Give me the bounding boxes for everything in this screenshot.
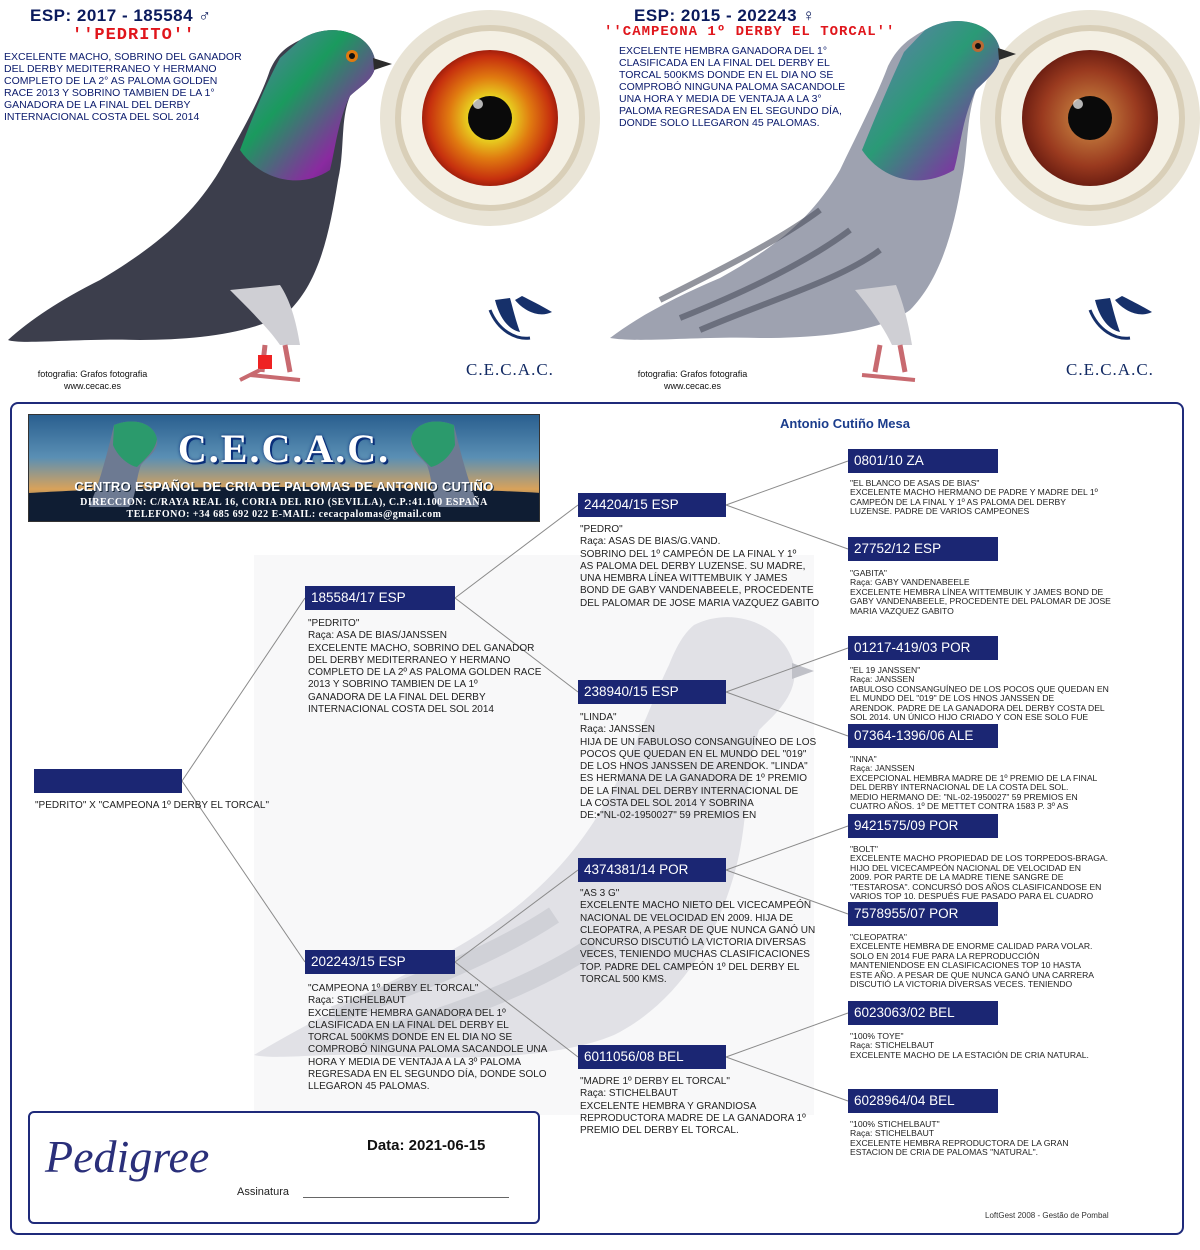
sd-ring-box: 238940/15 ESP <box>578 680 726 704</box>
gg3-ring-box: 01217-419/03 POR <box>848 636 998 660</box>
sire-photo-name: ''PEDRITO'' <box>72 26 196 45</box>
gg7-ring-box: 6023063/02 BEL <box>848 1001 998 1025</box>
gg6-ring-box: 7578955/07 POR <box>848 902 998 926</box>
sire-ring-box: 185584/17 ESP <box>305 586 455 610</box>
software-credit: LoftGest 2008 - Gestão de Pombal <box>985 1211 1109 1220</box>
ss-info: "PEDRO" Raça: ASAS DE BIAS/G.VAND. SOBRINO DEL 1º CAMPEÓN DE LA FINAL Y 1º AS PALOMA DEL DERBY LUZENSE. SU MADRE, UNA HEMBRA LÍNEA WITTEMBUIK Y JAMES BOND DE GABY VANDENABEELE, PROCEDENTE DEL PALOMAR DE JOSE MARIA VAZQUEZ GABITO <box>580 524 820 609</box>
gg8-info: "100% STICHELBAUT" Raça: STICHELBAUT EXCELENTE HEMBRA REPRODUCTORA DE LA GRAN ESTACION DE CRIA DE PALOMAS "NATURAL". <box>850 1119 1069 1158</box>
dam-photo-desc: EXCELENTE HEMBRA GANADORA DEL 1° CLASIFICADA EN LA FINAL DEL DERBY EL TORCAL 500KMS DONDE EN EL DIA NO SE COMPROBÓ NINGUNA PALOMA SACANDOLE UNA HORA Y MEDIA DE VENTAJA A LA 3° PALOMA REGRESADA EN EL SEGUNDO DÍA, DONDE SOLO LLEGARON 45 PALOMAS. <box>619 45 846 129</box>
banner-address: DIRECCION: C/RAYA REAL 16, CORIA DEL RIO (SEVILLA), C.P.:41.100 ESPAÑA <box>80 497 488 508</box>
dam-info: "CAMPEONA 1º DERBY EL TORCAL" Raça: STICHELBAUT EXCELENTE HEMBRA GANADORA DEL 1º CLASIFICADA EN LA FINAL DEL DERBY EL TORCAL 500KMS DONDE EN EL DIA NO SE COMPROBÓ NINGUNA PALOMA SACANDOLE UNA HORA Y MEDIA DE VENTAJA A LA 3º PALOMA REGRESADA EN EL SEGUNDO DÍA, DONDE SOLO LLEGARON 45 PALOMAS. <box>308 983 548 1093</box>
dam-photo-name: ''CAMPEONA 1º DERBY EL TORCAL'' <box>604 24 896 40</box>
sd-info: "LINDA" Raça: JANSSEN HIJA DE UN FABULOSO CONSANGUÍNEO DE LOS POCOS QUE QUEDAN EN EL MUNDO DEL "019" DE LOS HNOS JANSSEN DE ARENDOK. "LINDA" ES HERMANA DE LA GANADORA DE 1º PREMIO DE LA FINAL DEL DERBY INTERNACIONAL DE LA COSTA DEL SOL 2014 Y SOBRINA DE:•"NL-02-1950027" 59 PREMIOS EN <box>580 712 817 822</box>
gg4-info: "INNA" Raça: JANSSEN EXCEPCIONAL HEMBRA MADRE DE 1º PREMIO DE LA FINAL DEL DERBY INTERNACIONAL DE LA COSTA DEL SOL. MEDIO HERMANO DE: "NL-02-1950027" 59 PREMIOS EN CUATRO AÑOS. 1º DE METTET CONTRA 1583 P. 3º AS <box>850 754 1098 812</box>
subject-ring-box <box>34 769 182 793</box>
sire-photo-ring: ESP: 2017 - 185584 ♂ <box>30 6 212 25</box>
gg2-info: "GABITA" Raça: GABY VANDENABEELE EXCELENTE HEMBRA LÍNEA WITTEMBUIK Y JAMES BOND DE GABY VANDENABEELE, PROCEDENTE DEL PALOMAR DE JOSE MARIA VAZQUEZ GABITO <box>850 568 1111 616</box>
dd-info: "MADRE 1º DERBY EL TORCAL" Raça: STICHELBAUT EXCELENTE HEMBRA Y GRANDIOSA REPRODUCTORA MADRE DE LA GANADORA 1º PREMIO DEL DERBY EL TORCAL. <box>580 1076 806 1137</box>
sire-info: "PEDRITO" Raça: ASA DE BIAS/JANSSEN EXCELENTE MACHO, SOBRINO DEL GANADOR DEL DERBY MEDITERRANEO Y HERMANO COMPLETO DE LA 2º AS PALOMA GOLDEN RACE 2013 Y SOBRINO TAMBIEN DE LA 1º GANADORA DE LA FINAL DEL DERBY INTERNACIONAL COSTA DEL SOL 2014 <box>308 618 542 716</box>
sire-photo-desc: EXCELENTE MACHO, SOBRINO DEL GANADOR DEL DERBY MEDITERRANEO Y HERMANO COMPLETO DE LA 2° AS PALOMA GOLDEN RACE 2013 Y SOBRINO TAMBIEN DE LA 1° GANADORA DE LA FINAL DEL DERBY INTERNACIONAL COSTA DEL SOL 2014 <box>4 51 242 123</box>
gg8-ring-box: 6028964/04 BEL <box>848 1089 998 1113</box>
banner-title: C.E.C.A.C. <box>177 426 391 471</box>
gg3-info: "EL 19 JANSSEN" Raça: JANSSEN fABULOSO CONSANGUÍNEO DE LOS POCOS QUE QUEDAN EN EL MUNDO DEL "019" DE LOS HNOS JANSSEN DE ARENDOK. PADRE DE LA GANADORA DEL DERBY COSTA DEL SOL 2014. UN ÚNICO HIJO CRIADO Y CON ESE SOLO FUE <box>850 665 1109 723</box>
sire-photo-logo: C.E.C.A.C. <box>466 360 554 379</box>
gg1-ring-box: 0801/10 ZA <box>848 449 998 473</box>
banner-subtitle: CENTRO ESPAÑOL DE CRIA DE PALOMAS DE ANTONIO CUTIÑO <box>74 479 494 494</box>
gg4-ring-box: 07364-1396/06 ALE <box>848 724 998 748</box>
gg1-info: "EL BLANCO DE ASAS DE BIAS" EXCELENTE MACHO HERMANO DE PADRE Y MADRE DEL 1º CAMPEÓN DE LA FINAL Y 1º AS PALOMA DEL DERBY LUZENSE. PADRE DE VARIOS CAMPEONES <box>850 478 1098 517</box>
sire-photo-credit: fotografia: Grafos fotografia www.cecac.es <box>37 369 148 391</box>
signature-label: Assinatura <box>237 1186 289 1198</box>
ss-ring-box: 244204/15 ESP <box>578 493 726 517</box>
gg5-ring-box: 9421575/09 POR <box>848 814 998 838</box>
gg5-info: "BOLT" EXCELENTE MACHO PROPIEDAD DE LOS TORPEDOS-BRAGA. HIJO DEL VICECAMPEÓN NACIONAL DE VELOCIDAD EN 2009. POR PARTE DE LA MADRE TIENE SANGRE DE "TESTAROSA". CONCURSÓ DOS AÑOS CLASIFICANDOSE EN VARIOS TOP 10. DESPUÉS FUE PASADO PARA EL CUADRO <box>850 844 1109 902</box>
gg7-info: "100% TOYE" Raça: STICHELBAUT EXCELENTE MACHO DE LA ESTACIÓN DE CRIA NATURAL. <box>850 1031 1089 1060</box>
gg2-ring-box: 27752/12 ESP <box>848 537 998 561</box>
signature-line <box>303 1197 509 1198</box>
pedigree-date: Data: 2021-06-15 <box>367 1137 486 1154</box>
subject-pair-label: "PEDRITO" X "CAMPEONA 1º DERBY EL TORCAL" <box>35 800 270 811</box>
ds-ring-box: 4374381/14 POR <box>578 858 726 882</box>
dam-photo-logo: C.E.C.A.C. <box>1066 360 1154 379</box>
dam-ring-box: 202243/15 ESP <box>305 950 455 974</box>
dd-ring-box: 6011056/08 BEL <box>578 1045 726 1069</box>
owner-name: Antonio Cutiño Mesa <box>780 416 910 431</box>
dam-photo-ring: ESP: 2015 - 202243 ♀ <box>634 6 816 25</box>
pedigree-logo: Pedigree <box>45 1131 210 1182</box>
gg6-info: "CLEOPATRA" EXCELENTE HEMBRA DE ENORME CALIDAD PARA VOLAR. SOLO EN 2014 FUE PARA LA REPRODUCCIÓN MANTENIENDOSE EN CLASIFICACIONES TOP 10 HASTA ESTE AÑO. A PESAR DE QUE NUNCA GANÓ UNA CARRERA DISCUTIÓ LA VICTORIA DIVERSAS VECES. TENIENDO <box>850 932 1095 990</box>
dam-photo-credit: fotografia: Grafos fotografia www.cecac.es <box>637 369 748 391</box>
banner-contact: TELEFONO: +34 685 692 022 E-MAIL: cecacpalomas@gmail.com <box>126 509 442 520</box>
ds-info: "AS 3 G" EXCELENTE MACHO NIETO DEL VICECAMPEÓN NACIONAL DE VELOCIDAD EN 2009. HIJA DE CLEOPATRA, A PESAR DE QUE NUNCA GANÓ UN CONCURSO DISCUTIÓ LA VICTORIA DIVERSAS VECES, TENIENDO MUCHAS CLASIFICACIONES TOP. PADRE DEL CAMPEÓN 1º DEL DERBY EL TORCAL 500 KMS. <box>580 888 816 986</box>
